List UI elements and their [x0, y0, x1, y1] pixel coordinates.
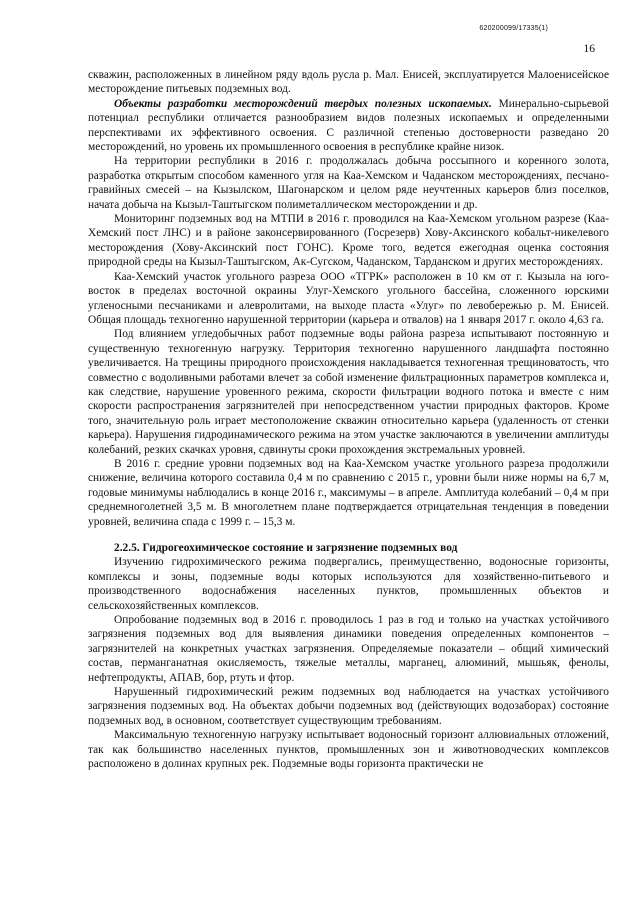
lead-in-heading: Объекты разработки месторождений твердых полезных ископаемых. [114, 97, 492, 110]
paragraph-monitoring: Мониторинг подземных вод на МТПИ в 2016 г. проводился на Каа-Хемском угольном разрезе (Каа-Хемский пост ЛНС) и в районе законсервированного (Госрезерв) Хову-Аксинского кобальт-никелевого месторождения (Хову-Аксинский пост ГОНС). Кроме того, ведется ежегодная оценка состояния природной среды на Кызыл-Таштыгском, Ак-Сугском, Чаданском, Тарданском и других месторождениях. [88, 213, 609, 269]
paragraph-impact: Под влиянием угледобычных работ подземные воды района разреза испытывают постоянную и существенную техногенную нагрузку. Территория техногенно нарушенного ландшафта постоянно увеличивается. На трещины природного происхождения накладывается техногенная трещиноватость, что совместно с водоливными работами влечет за собой изменение фильтрационных параметров комплекса и, как следствие, нарушение уровенного режима, скорости фильтрации водного потока и вместе с ним скорости распространения загрязнителей при непосредственном участии природных факторов. Кроме того, значительную роль играет местоположение скважин относительно карьера (удаленность от стенки карьера). Нарушения гидродинамического режима на этом участке заключаются в увеличении амплитуды колебаний, резких скачках уровня, сдвинуты сроки прохождения экстремальных уровней. [88, 328, 609, 456]
page-number: 16 [583, 43, 595, 55]
paragraph-max-load: Максимальную техногенную нагрузку испытывает водоносный горизонт аллювиальных отложений, так как большинство населенных пунктов, промышленных зон и животноводческих комплексов расположено в долинах крупных рек. Подземные воды горизонта практически не [88, 729, 609, 771]
paragraph-sampling: Опробование подземных вод в 2016 г. проводилось 1 раз в год и только на участках устойчивого загрязнения подземных вод для выявления динамики поведения определенных компонентов – загрязнителей на конкретных участках загрязнения. Определяемые показатели – общий химический состав, перманганатная окисляемость, тяжелые металлы, марганец, алюминий, мышьяк, фенолы, нефтепродукты, АПАВ, бор, ртуть и фтор. [88, 614, 609, 684]
paragraph-hydrochem-study: Изучению гидрохимического режима подвергались, преимущественно, водоносные горизонты, комплексы и зоны, подземные воды которых используются для хозяйственно-питьевого и производственного водоснабжения населенных пунктов, промышленных объектов и сельскохозяйственных комплексов. [88, 556, 609, 612]
section-heading: 2.2.5. Гидрогеохимическое состояние и загрязнение подземных вод [114, 542, 458, 554]
paragraph-kaa-khem-site: Каа-Хемский участок угольного разреза ООО «ТГРК» расположен в 10 км от г. Кызыла на юго-восток в пределах восточной окраины Улуг-Хемского угольного бассейна, сложенного юрскими угленосными песчаниками и алевролитами, на выходе пласта «Улуг» по левобережью р. М. Енисей. Общая площадь техногенно нарушенной территории (карьера и отвалов) на 1 января 2017 г. около 4,63 га. [88, 270, 609, 326]
paragraph-mining: На территории республики в 2016 г. продолжалась добыча россыпного и коренного золота, разработка открытым способом каменного угля на Каа-Хемском и Чаданском месторождениях, песчано-гравийных смесей – на Кызылском, Шагонарском и целом ряде неучтенных карьеров близ поселков, начата добыча на Кызыл-Таштыгском полиметаллическом месторождении и др. [88, 155, 609, 211]
paragraph-deposits-intro [88, 97, 609, 155]
paragraph-text: Минерально-сырьевой потенциал республики отличается разнообразием видов полезных ископаемых и определенными перспективами их эффективного освоения. С различной степенью достоверности разведано 20 месторождений, но уровень их промышленного освоения в республике крайне низок. [88, 97, 609, 154]
paragraph-levels: В 2016 г. средние уровни подземных вод на Каа-Хемском участке угольного разреза продолжили снижение, величина которого составила 0,4 м по сравнению с 2015 г., уровни были ниже нормы на 6,7 м, годовые минимумы наблюдались в конце 2016 г., максимумы – в апреле. Амплитуда колебаний – 0,4 м при среднемноголетней 3,5 м. В многолетнем плане подтверждается отрицательная тенденция в поведении уровней, величина спада с 1999 г. – 15,3 м. [88, 457, 609, 528]
document-id: 620200099/17335(1) [479, 25, 548, 32]
paragraph-disturbed-regime: Нарушенный гидрохимический режим подземных вод наблюдается на участках устойчивого загрязнения подземных вод. На объектах добычи подземных вод (действующих водозаборах) состояние подземных вод, в основном, соответствует существующим требованиям. [88, 686, 609, 727]
document-body [88, 68, 609, 772]
paragraph-continuation: скважин, расположенных в линейном ряду вдоль русла р. Мал. Енисей, эксплуатируется Малоенисейское месторождение питьевых подземных вод. [88, 69, 609, 96]
